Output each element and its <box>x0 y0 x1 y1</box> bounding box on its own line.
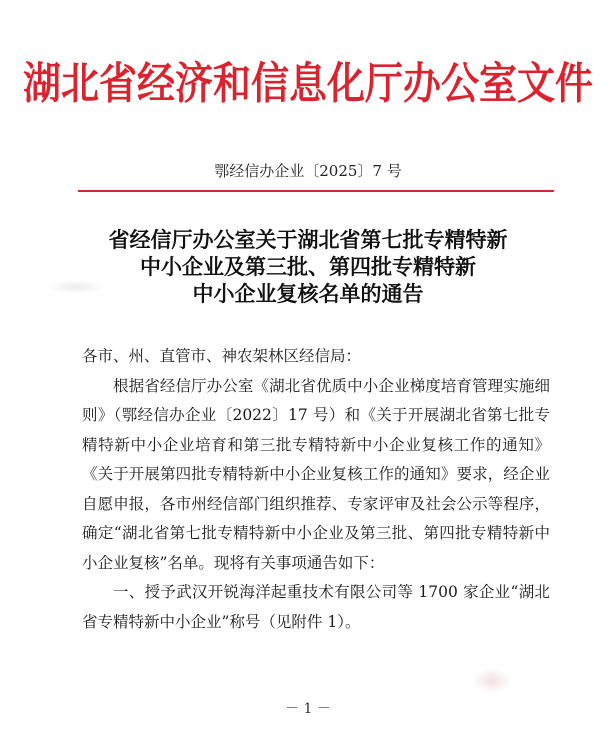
title-line: 省经信厅办公室关于湖北省第七批专精特新 <box>108 227 508 252</box>
page-number: － 1 － <box>285 701 331 717</box>
red-divider-line <box>78 190 554 192</box>
title-line: 中小企业复核名单的通告 <box>192 281 424 306</box>
document-body <box>82 342 550 637</box>
scan-smudge <box>46 280 106 294</box>
document-number: 鄂经信办企业〔2025〕7 号 <box>214 162 402 180</box>
scan-smudge <box>472 668 512 694</box>
body-paragraph: 一、授予武汉开锐海洋起重技术有限公司等 1700 家企业“湖北省专精特新中小企业”称号（见附件 1）。 <box>82 583 550 631</box>
title-line: 中小企业及第三批、第四批专精特新 <box>140 254 476 279</box>
document-masthead: 湖北省经济和信息化厅办公室文件 <box>22 57 593 109</box>
document-title <box>0 226 616 307</box>
body-paragraph: 根据省经信厅办公室《湖北省优质中小企业梯度培育管理实施细则》（鄂经信办企业〔2022〕17 号）和《关于开展湖北省第七批专精特新中小企业培育和第三批专精特新中小企业复核工作的通知》《关于开展第四批专精特新中小企业复核工作的通知》要求，经企业自愿申报，各市州经信部门组织推荐、专家评审及社会公示等程序，确定“湖北省第七批专精特新中小企业及第三批、第四批专精特新中小企业复核”名单。现将有关事项通告如下： <box>82 376 550 572</box>
salutation: 各市、州、直管市、神农架林区经信局： <box>82 347 362 365</box>
